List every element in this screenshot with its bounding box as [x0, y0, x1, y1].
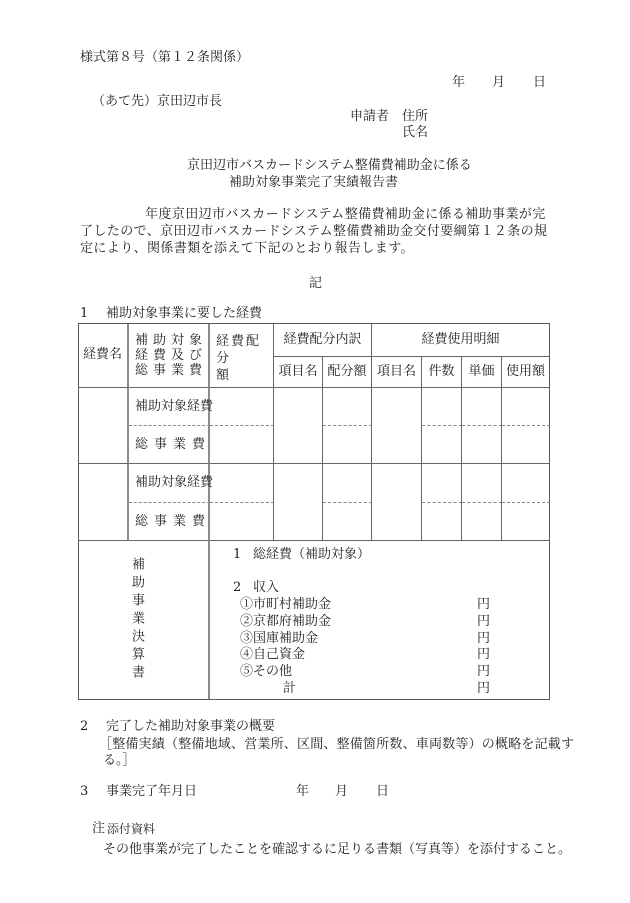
income-item-label: ③国庫補助金	[240, 630, 319, 646]
header-allocation-breakdown	[274, 323, 372, 357]
addressee: （あて先）京田辺市長	[92, 94, 223, 109]
income-label: 収入	[253, 580, 280, 595]
header-target-and-total	[129, 323, 210, 388]
header-usage-count: 件数	[422, 357, 462, 388]
yen-unit: 円	[477, 680, 491, 696]
body-line: 了したので、京田辺市バスカードシステム整備費補助金交付要綱第１２条の規	[80, 224, 548, 239]
row-label-total-cost-text: 総事業費	[135, 436, 212, 452]
usage-item-name-cell	[372, 388, 422, 464]
date-month-label: 月	[492, 75, 506, 90]
completion-day-label: 日	[376, 784, 390, 799]
section2-heading: 完了した補助対象事業の概要	[106, 719, 276, 734]
yen-unit: 円	[477, 647, 491, 663]
header-allocation-line: 額	[216, 368, 232, 383]
usage-count-cell	[422, 503, 462, 541]
usage-item-name-cell	[372, 464, 422, 541]
expense-name-cell	[78, 388, 129, 464]
usage-unit-price-cell	[462, 388, 502, 426]
header-allocation-amount	[210, 323, 274, 388]
income-item-label: ④自己資金	[240, 647, 306, 663]
row-label-target-expense: 補助対象経費	[129, 388, 210, 426]
usage-amount-cell	[502, 464, 550, 503]
section1-heading: 補助対象事業に要した経費	[106, 306, 263, 321]
ki-mark: 記	[309, 276, 323, 291]
usage-unit-price-cell	[462, 503, 502, 541]
yen-unit: 円	[477, 597, 491, 612]
section2-note-line: る。］	[103, 753, 136, 768]
income-item-label: ①市町村補助金	[240, 597, 332, 612]
yen-unit: 円	[477, 664, 491, 680]
usage-count-cell	[422, 464, 462, 503]
usage-unit-price-cell	[462, 426, 502, 464]
usage-unit-price-cell	[462, 464, 502, 503]
header-allocation-breakdown-text: 経費配分内訳	[283, 331, 362, 347]
row-label-total-cost	[129, 503, 210, 541]
header-expense-name	[78, 323, 129, 388]
income-number: 2	[233, 580, 242, 595]
income-row-prefecture-subsidy	[240, 614, 500, 631]
applicant-label: 申請者	[350, 109, 390, 124]
completion-month-label: 月	[335, 784, 349, 799]
allocation-amount-cell	[210, 464, 274, 503]
usage-amount-cell	[502, 388, 550, 426]
header-target-line: 総事業費	[134, 362, 207, 378]
row-label-total-cost-text: 総事業費	[135, 513, 212, 529]
allocation-amount-cell	[210, 388, 274, 426]
form-number: 様式第８号（第１２条関係）	[80, 50, 250, 65]
income-row-total	[240, 681, 500, 698]
header-usage-item-name: 項目名	[372, 357, 422, 388]
header-allocation-line: 経費配分	[216, 334, 262, 366]
row-label-target-expense: 補助対象経費	[129, 464, 210, 503]
note-text: その他事業が完了したことを確認するに足りる書類（写真等）を添付すること。	[103, 842, 572, 857]
note-mark: 注	[92, 821, 106, 836]
breakdown-amount-cell	[323, 503, 372, 541]
income-row-municipal-subsidy	[240, 597, 500, 614]
body-line: 年度京田辺市バスカードシステム整備費補助金に係る補助事業が完	[145, 207, 546, 222]
income-item-label: ⑤その他	[240, 664, 293, 680]
header-target-line: 経費及び	[134, 347, 207, 363]
header-usage-unit-price: 単価	[462, 357, 502, 388]
completion-year-label: 年	[296, 784, 310, 799]
settlement-label: 補助事業決算書	[129, 557, 144, 683]
total-cost-label: 総経費（補助対象）	[253, 547, 371, 562]
header-usage-details-text: 経費使用明細	[421, 331, 500, 347]
body-line: 定により、関係書類を添えて下記のとおり報告します。	[80, 241, 414, 256]
income-list	[240, 597, 500, 698]
title-line-2: 補助対象事業完了実績報告書	[229, 175, 399, 190]
title-line-1: 京田辺市バスカードシステム整備費補助金に係る	[187, 158, 472, 173]
section3-number: 3	[80, 784, 89, 799]
breakdown-amount-cell	[323, 426, 372, 464]
settlement-details-cell	[210, 541, 550, 700]
income-total-label: 計	[283, 680, 297, 696]
breakdown-amount-cell	[323, 464, 372, 503]
breakdown-item-name-cell	[274, 464, 323, 541]
income-row-other	[240, 664, 500, 681]
expense-name-cell	[78, 464, 129, 541]
section2-number: 2	[80, 719, 89, 734]
header-expense-name-text: 経費名	[82, 347, 122, 362]
section3-label: 事業完了年月日	[106, 784, 198, 799]
applicant-name-label: 氏名	[402, 125, 429, 140]
note-title: 添付資料	[107, 822, 156, 836]
allocation-amount-cell	[210, 426, 274, 464]
header-usage-amount: 使用額	[502, 357, 550, 388]
income-row-national-subsidy	[240, 631, 500, 648]
row-label-total-cost	[129, 426, 210, 464]
usage-count-cell	[422, 388, 462, 426]
income-item-label: ②京都府補助金	[240, 613, 332, 629]
usage-amount-cell	[502, 503, 550, 541]
date-year-label: 年	[452, 75, 466, 90]
total-cost-number: 1	[233, 547, 242, 562]
income-row-own-funds	[240, 647, 500, 664]
breakdown-item-name-cell	[274, 388, 323, 464]
usage-amount-cell	[502, 426, 550, 464]
cost-table	[78, 323, 550, 700]
date-day-label: 日	[533, 75, 547, 90]
header-breakdown-item-name: 項目名	[274, 357, 323, 388]
section1-number: 1	[80, 306, 89, 321]
usage-count-cell	[422, 426, 462, 464]
header-usage-details	[372, 323, 550, 357]
settlement-label-cell	[78, 541, 210, 700]
allocation-amount-cell	[210, 503, 274, 541]
header-target-line: 補助対象	[134, 332, 207, 348]
applicant-address-label: 住所	[402, 109, 429, 124]
yen-unit: 円	[477, 630, 491, 646]
section2-note-line: ［整備実績（整備地域、営業所、区間、整備箇所数、車両数等）の概略を記載す	[99, 737, 575, 752]
header-breakdown-amount: 配分額	[323, 357, 372, 388]
breakdown-amount-cell	[323, 388, 372, 426]
yen-unit: 円	[477, 613, 491, 629]
